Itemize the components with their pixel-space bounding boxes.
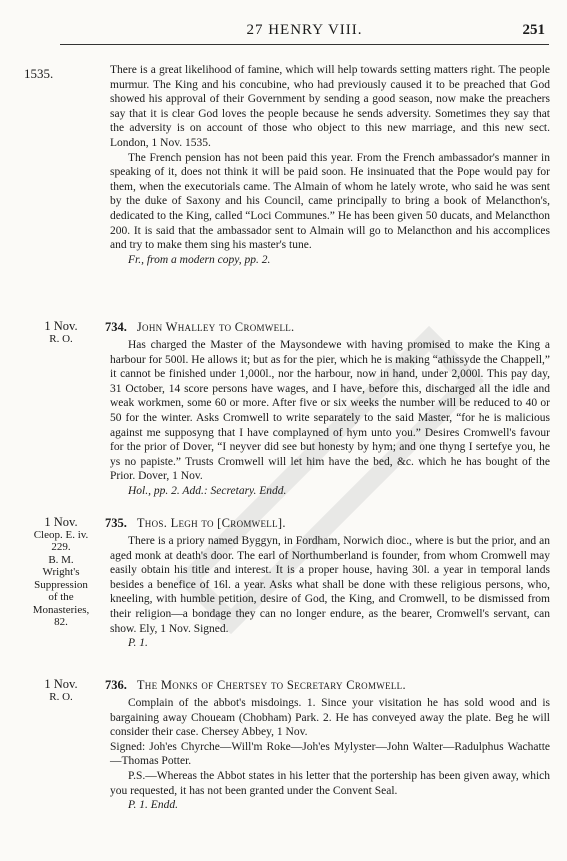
entry-734-heading (105, 320, 294, 335)
entry-ref: Cleop. E. iv. (33, 528, 89, 541)
intro-source: Fr., from a modern copy, pp. 2. (128, 253, 271, 266)
entry-ref: Wright's (42, 566, 80, 578)
entry-date: 1 Nov. (44, 319, 78, 333)
entry-signatories: Signed: Joh'es Chyrche—Will'm Roke—Joh'es Mylyster—John Walter—Radulphus Wachatte—Thomas Potter. (110, 740, 550, 768)
entry-number: 735. (105, 516, 127, 530)
entry-postscript: P.S.—Whereas the Abbot states in his letter that the portership has been given away, which you requested, it has not been granted under the Convent Seal. (110, 769, 550, 797)
entry-735-body (110, 534, 550, 651)
page-number: 251 (522, 22, 545, 38)
running-title: 27 HENRY VIII. (246, 22, 363, 38)
intro-section (110, 63, 550, 267)
entry-734-body (110, 338, 550, 499)
entry-736-body (110, 696, 550, 813)
entry-ref: 229. (51, 541, 71, 553)
entry-number: 734. (105, 320, 127, 334)
entry-number: 736. (105, 678, 127, 692)
entry-734-margin (20, 320, 102, 345)
entry-footer: Hol., pp. 2. Add.: Secretary. Endd. (128, 484, 287, 497)
entry-text: Complain of the abbot's misdoings. 1. Since your visitation he has sold wood and is bargaining away Choueam (Chobham) Park. 2. He has conveyed away the plate. Beg he will consider their case. Chersey Abbey, 1 Nov. (110, 697, 550, 739)
entry-date: 1 Nov. (44, 515, 78, 529)
intro-paragraph-1: There is a great likelihood of famine, which will help towards setting matters right. The people murmur. The King and his concubine, who had previously caused it to be preached that God showed his approval of their Government by sending a good season, now make the preachers say that it is clear God loves the people because he sends adversity. Sometimes they say that the adversity is on account of those who object to this new marriage, and this new sect. London, 1 Nov. 1535. (110, 64, 550, 149)
entry-ref: R. O. (49, 690, 73, 703)
running-header (60, 22, 549, 45)
year-marker: 1535. (24, 66, 54, 81)
entry-735-heading (105, 516, 286, 531)
entry-title: John Whalley to Cromwell. (136, 320, 295, 334)
entry-ref: R. O. (49, 332, 73, 345)
entry-736-heading (105, 678, 406, 693)
entry-title: Thos. Legh to [Cromwell]. (136, 516, 286, 530)
entry-ref: 82. (54, 616, 68, 628)
entry-ref: of the (48, 591, 74, 603)
entry-date: 1 Nov. (44, 677, 78, 691)
entry-735-margin (20, 516, 102, 629)
entry-text: Has charged the Master of the Maysondewe with having promised to make the King a harbour for 500l. He allows it; but as for the pier, which he is making “athissyde the Chappell,” it cannot be finished under 1,000l., nor the harbour, now in hand, under 2,000l. This pay day, 31 October, 14 score persons have wages, and I have, before this, discharged all the idle and weak workmen, some 60 or more. After five or six weeks the number will be reduced to 40 or 50 for the winter. Asks Cromwell to write separately to the said Master, “for he is malicious against me supposyng that I have complayned of hym unto you.” Desires Cromwell's favour for the prior of Dover, “I neyver did see but honesty by hym; and one thyng I sertefye you, he ys no papiste.” Trusts Cromwell will let him have the bed, &c. which he has bought of the Prior. Dover, 1 Nov. (110, 339, 550, 483)
entry-ref: B. M. (48, 553, 74, 566)
entry-title: The Monks of Chertsey to Secretary Cromwell. (136, 678, 406, 692)
entry-ref: Monasteries, (32, 603, 90, 616)
entry-text: There is a priory named Byggyn, in Fordham, Norwich dioc., where is but the prior, and an aged monk at death's door. The earl of Northumberland is founder, from whom Cromwell may easily obtain his title and interest. It is a proper house, having 30l. a year in temporal lands besides a benefice of 16l. a year. Asks what shall be done with these religious persons, who, kneeling, with humble petition, desire of God, the King, and Cromwell, to be dismissed from their religion—a bondage they can no longer endure, as the bearer, Cromwell's servant, can show. Ely, 1 Nov. Signed. (110, 535, 550, 635)
entry-736-margin (20, 678, 102, 703)
entry-footer: P. 1. Endd. (128, 799, 178, 812)
entry-footer: P. 1. (128, 637, 148, 650)
entry-ref: Suppression (34, 578, 88, 591)
intro-paragraph-2: The French pension has not been paid this year. From the French ambassador's manner in speaking of it, does not think it will be paid soon. He insinuated that the Pope would pay for them, when the executorials came. The Almain of whom he lately wrote, who said he was sent by the duke of Saxony and his Council, came principally to bring a book of Melancthon's, dedicated to the King, called “Loci Communes.” He has been given 50 ducats, and Melancthon 200. It is said that the ambassador sent to Almain will go to Melancthon and his accomplices and try to make them sing his master's tune. (110, 151, 550, 252)
